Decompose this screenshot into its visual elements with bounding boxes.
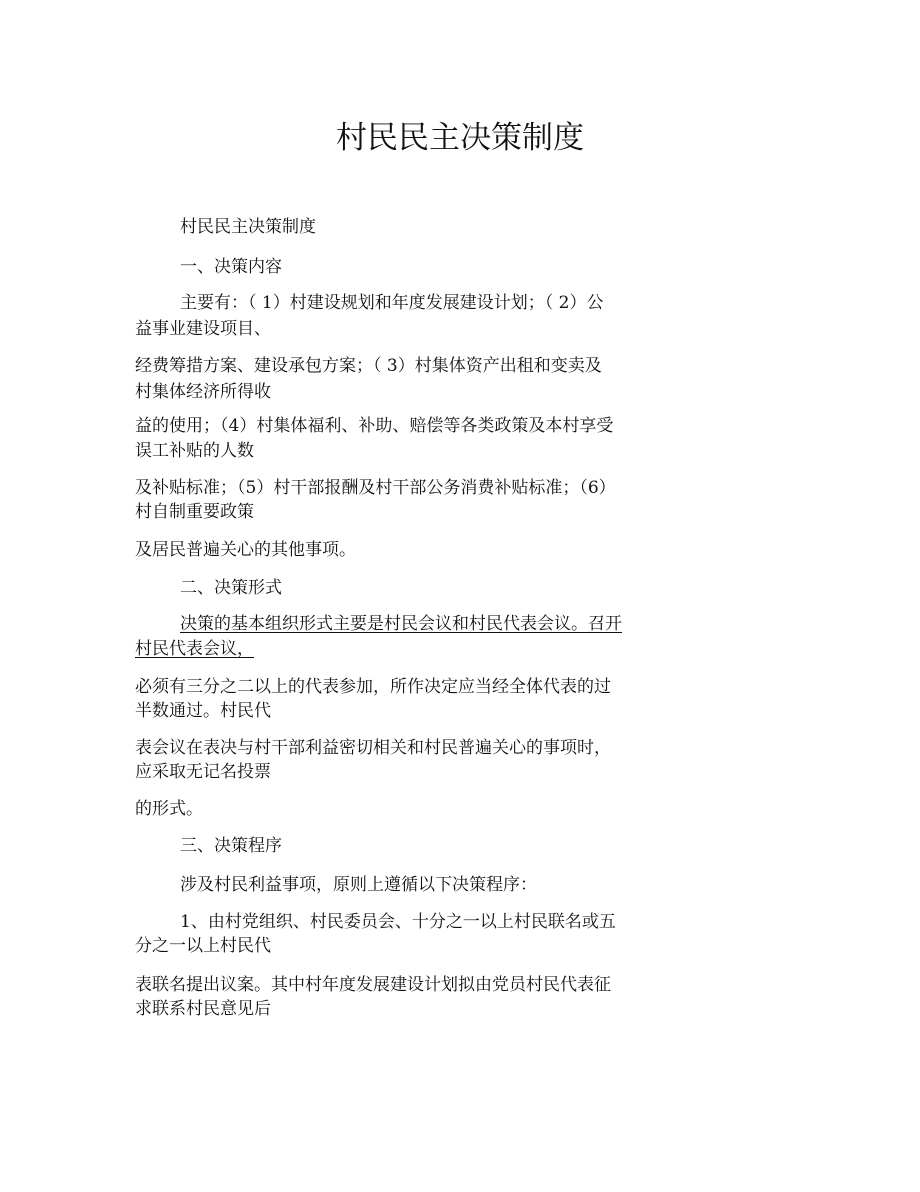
paragraph-line: 求联系村民意见后 (135, 999, 271, 1019)
paragraph-line: 经费筹措方案、建设承包方案；（ 3）村集体资产出租和变卖及 (135, 356, 602, 376)
paragraph-line: 益事业建设项目、 (135, 319, 271, 339)
paragraph-line: 分之一以上村民代 (135, 936, 271, 956)
paragraph-line: 及补贴标准；（5）村干部报酬及村干部公务消费补贴标准；（6） (135, 478, 616, 498)
section-heading-3: 三、决策程序 (180, 836, 282, 856)
paragraph-line: 主要有：（ 1）村建设规划和年度发展建设计划；（ 2）公 (180, 293, 604, 313)
paragraph-line: 应采取无记名投票 (135, 762, 271, 782)
doc-subtitle: 村民民主决策制度 (180, 217, 316, 237)
document-title: 村民民主决策制度 (336, 120, 584, 156)
paragraph-line: 及居民普遍关心的其他事项。 (135, 540, 356, 560)
section-heading-1: 一、决策内容 (180, 257, 282, 277)
paragraph-line: 村集体经济所得收 (135, 382, 271, 402)
paragraph-line-underlined: 村民代表会议， (135, 639, 254, 659)
paragraph-line: 1、由村党组织、村民委员会、十分之一以上村民联名或五 (180, 912, 616, 932)
paragraph-line: 涉及村民利益事项，原则上遵循以下决策程序： (180, 875, 537, 895)
paragraph-line: 必须有三分之二以上的代表参加，所作决定应当经全体代表的过 (135, 677, 611, 697)
section-heading-2: 二、决策形式 (180, 578, 282, 598)
paragraph-line: 的形式。 (135, 799, 203, 819)
paragraph-line: 表会议在表决与村干部利益密切相关和村民普遍关心的事项时， (135, 738, 611, 758)
paragraph-line-underlined: 决策的基本组织形式主要是村民会议和村民代表会议。召开 (180, 614, 622, 634)
paragraph-line: 半数通过。村民代 (135, 701, 271, 721)
paragraph-line: 村自制重要政策 (135, 502, 254, 522)
paragraph-line: 益的使用；（4）村集体福利、补助、赔偿等各类政策及本村享受 (135, 416, 614, 436)
paragraph-line: 表联名提出议案。其中村年度发展建设计划拟由党员村民代表征 (135, 975, 611, 995)
paragraph-line: 误工补贴的人数 (135, 441, 254, 461)
